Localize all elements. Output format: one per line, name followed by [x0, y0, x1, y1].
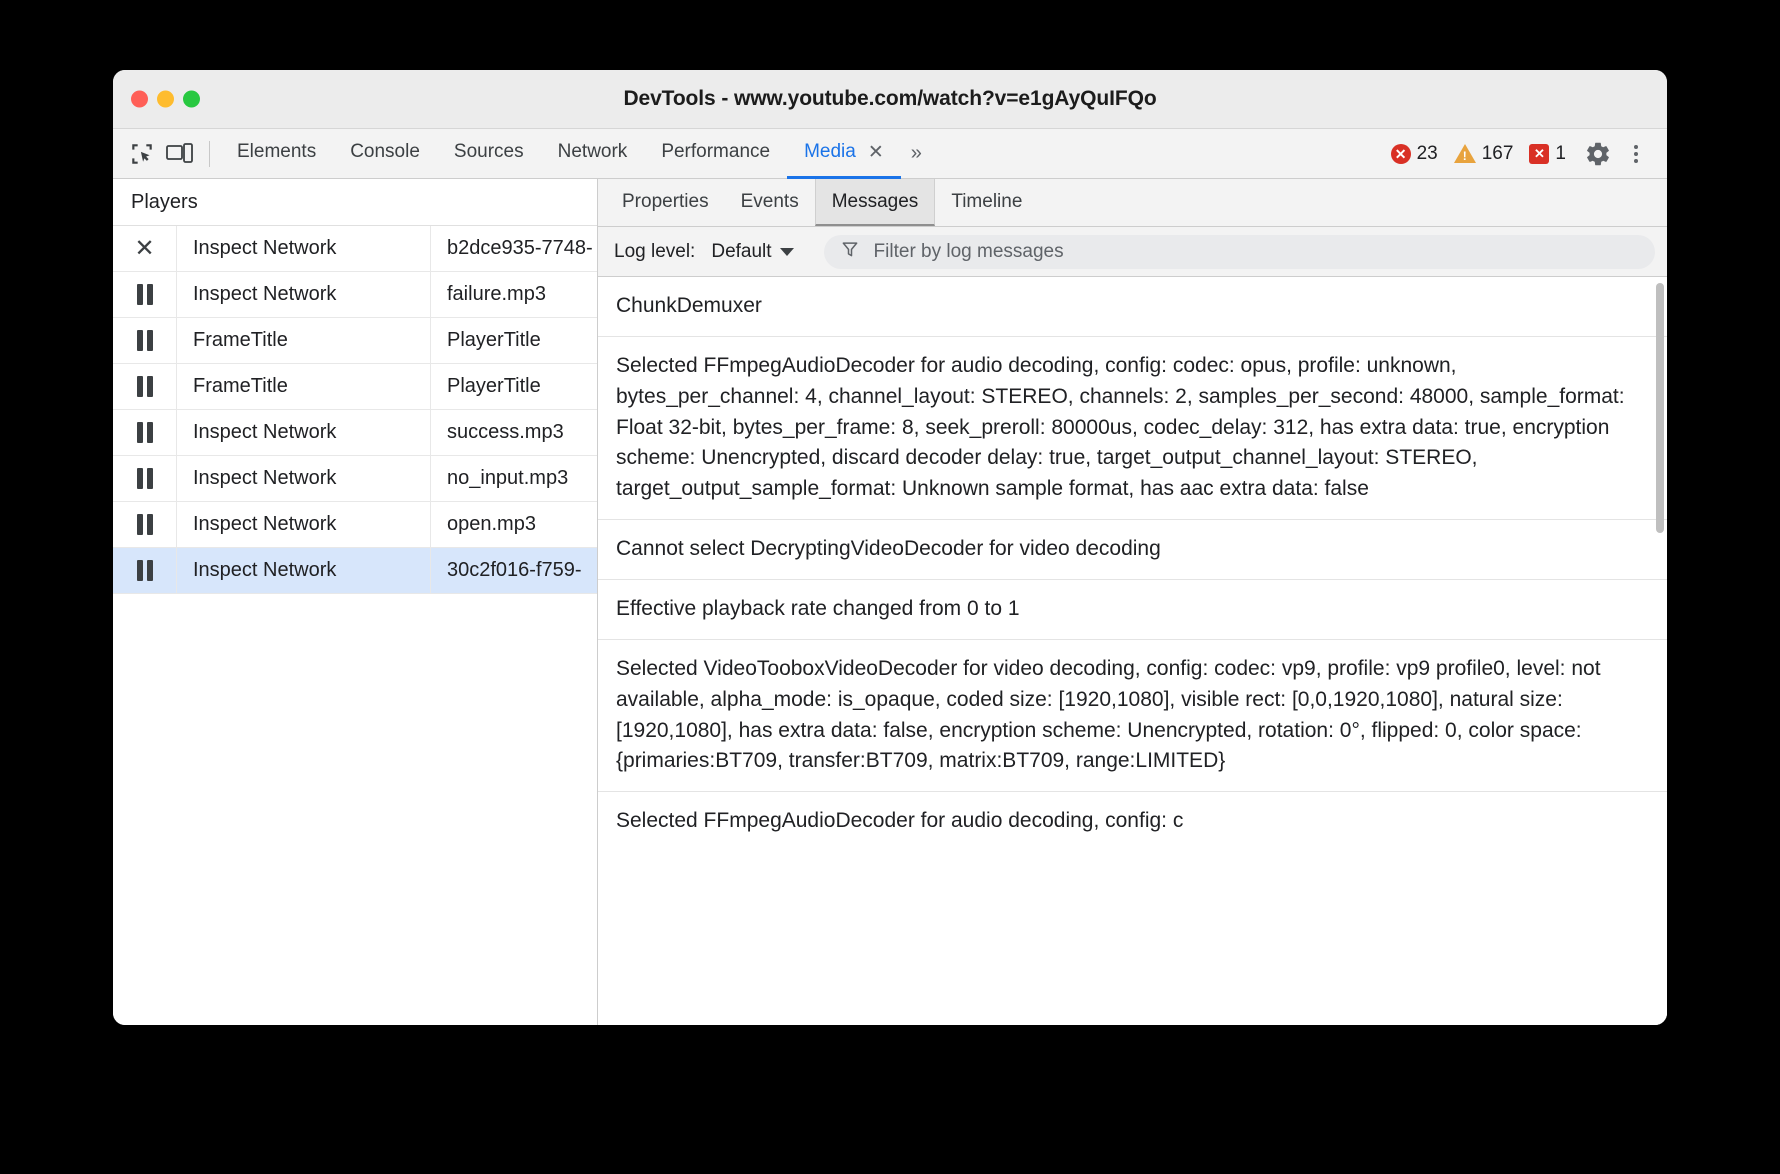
window-title: DevTools - www.youtube.com/watch?v=e1gAyQuIFQo — [623, 87, 1157, 110]
tab-sources[interactable] — [437, 129, 541, 179]
issue-count: 1 — [1555, 142, 1566, 164]
tab-performance-label: Performance — [661, 141, 771, 162]
warning-triangle-icon — [1454, 144, 1476, 163]
player-id: success.mp3 — [447, 421, 564, 443]
media-detail-panel — [598, 179, 1667, 1025]
window-titlebar — [113, 70, 1667, 129]
devtools-window — [113, 70, 1667, 1025]
player-id: 30c2f016-f759- — [447, 559, 582, 581]
tab-elements[interactable] — [220, 129, 333, 179]
messages-scrollbar[interactable] — [1653, 277, 1667, 1025]
inspect-element-icon[interactable] — [123, 137, 161, 171]
player-id: open.mp3 — [447, 513, 536, 535]
tab-properties[interactable] — [606, 179, 725, 226]
tab-elements-label: Elements — [237, 141, 317, 162]
tab-performance[interactable] — [644, 129, 787, 179]
zoom-window-button[interactable] — [183, 91, 200, 108]
list-item: ChunkDemuxer — [598, 277, 1667, 337]
error-circle-icon: ✕ — [1391, 144, 1411, 164]
tab-timeline[interactable] — [935, 179, 1038, 226]
window-controls[interactable] — [131, 91, 200, 108]
tab-timeline-label: Timeline — [951, 190, 1023, 212]
player-id: failure.mp3 — [447, 283, 546, 305]
list-item: Effective playback rate changed from 0 to 1 — [598, 580, 1667, 640]
players-panel — [113, 179, 598, 1025]
tab-network[interactable] — [541, 129, 645, 179]
player-id: PlayerTitle — [447, 375, 541, 397]
media-subtabs — [598, 179, 1667, 227]
issue-square-icon: ✕ — [1529, 144, 1549, 164]
messages-filter-bar — [598, 227, 1667, 277]
list-item: Selected FFmpegAudioDecoder for audio decoding, config: c — [616, 809, 1184, 833]
pause-icon[interactable] — [113, 548, 177, 593]
pause-icon[interactable] — [113, 364, 177, 409]
player-name: Inspect Network — [177, 226, 431, 271]
warning-counter[interactable] — [1449, 143, 1519, 165]
pause-icon[interactable] — [113, 502, 177, 547]
table-row[interactable] — [113, 318, 597, 364]
search-input[interactable] — [872, 240, 1639, 264]
player-id: no_input.mp3 — [447, 467, 569, 489]
player-id: b2dce935-7748- — [447, 237, 593, 259]
pause-icon[interactable] — [113, 318, 177, 363]
filter-funnel-icon — [840, 239, 860, 264]
error-count: 23 — [1416, 142, 1438, 164]
list-item: Cannot select DecryptingVideoDecoder for video decoding — [598, 520, 1667, 580]
table-row[interactable] — [113, 410, 597, 456]
tab-console[interactable] — [333, 129, 437, 179]
players-header: Players — [113, 179, 597, 226]
pause-icon[interactable] — [113, 272, 177, 317]
table-row[interactable] — [113, 502, 597, 548]
tab-network-label: Network — [557, 141, 628, 162]
error-counter[interactable] — [1386, 143, 1443, 165]
tab-properties-label: Properties — [622, 190, 709, 212]
chevron-down-icon — [780, 248, 794, 256]
table-row[interactable] — [113, 226, 597, 272]
table-row-selected[interactable] — [113, 548, 597, 594]
close-window-button[interactable] — [131, 91, 148, 108]
pause-icon[interactable] — [113, 456, 177, 501]
close-x-icon[interactable]: ✕ — [113, 226, 177, 271]
filter-input-wrapper[interactable] — [824, 235, 1655, 269]
kebab-menu-icon[interactable] — [1617, 137, 1655, 171]
messages-scrollbar-thumb[interactable] — [1656, 283, 1664, 533]
player-name: Inspect Network — [177, 456, 431, 501]
players-list — [113, 226, 597, 1025]
toolbar-divider — [209, 141, 210, 167]
player-name: Inspect Network — [177, 502, 431, 547]
player-name: Inspect Network — [177, 272, 431, 317]
list-item: Selected FFmpegAudioDecoder for audio decoding, config: codec: opus, profile: unknown, bytes_per_channel: 4, channel_layout: STEREO, channels: 2, samples_per_second: 48000, sample_format: Float 32-bit, bytes_per_frame: 8, seek_preroll: 80000us, codec_delay: 312, has extra data: true, encryption scheme: Unencrypted, discard decoder delay: true, target_output_channel_layout: STEREO, target_output_sample_format: Unknown sample format, has aac extra data: false — [598, 337, 1667, 520]
tab-media-label: Media — [804, 141, 856, 162]
devtools-body — [113, 179, 1667, 1025]
warning-count: 167 — [1481, 142, 1514, 164]
gear-icon[interactable] — [1579, 137, 1617, 171]
player-id: PlayerTitle — [447, 329, 541, 351]
player-name: FrameTitle — [177, 318, 431, 363]
devtools-toolbar — [113, 129, 1667, 179]
tab-sources-label: Sources — [453, 141, 524, 162]
minimize-window-button[interactable] — [157, 91, 174, 108]
panel-tabs — [220, 129, 932, 179]
table-row[interactable] — [113, 456, 597, 502]
table-row[interactable] — [113, 272, 597, 318]
close-icon[interactable]: ✕ — [867, 141, 884, 163]
tab-media[interactable] — [787, 129, 901, 179]
issue-counters — [1386, 143, 1571, 165]
device-toolbar-icon[interactable] — [161, 137, 199, 171]
player-name: Inspect Network — [177, 548, 431, 593]
messages-list — [598, 277, 1667, 1025]
tab-events-label: Events — [740, 190, 799, 212]
pause-icon[interactable] — [113, 410, 177, 455]
table-row[interactable] — [113, 364, 597, 410]
log-level-select[interactable] — [705, 239, 799, 265]
tab-events[interactable] — [725, 179, 815, 226]
log-level-value: Default — [711, 240, 772, 262]
tab-console-label: Console — [350, 141, 420, 162]
list-item: Selected VideoTooboxVideoDecoder for video decoding, config: codec: vp9, profile: vp9 profile0, level: not available, alpha_mode: is_opaque, coded size: [1920,1080], visible rect: [0,0,1920,1080], natural size: [1920,1080], has extra data: false, encryption scheme: Unencrypted, rotation: 0°, flipped: 0, color space: {primaries:BT709, transfer:BT709, matrix:BT709, range:LIMITED} — [598, 640, 1667, 792]
player-name: Inspect Network — [177, 410, 431, 455]
issue-counter[interactable] — [1524, 143, 1571, 165]
tab-messages[interactable] — [815, 179, 936, 226]
more-tabs-button[interactable]: » — [910, 142, 922, 164]
player-name: FrameTitle — [177, 364, 431, 409]
log-level-label: Log level: — [614, 240, 696, 262]
tab-messages-label: Messages — [831, 190, 919, 212]
